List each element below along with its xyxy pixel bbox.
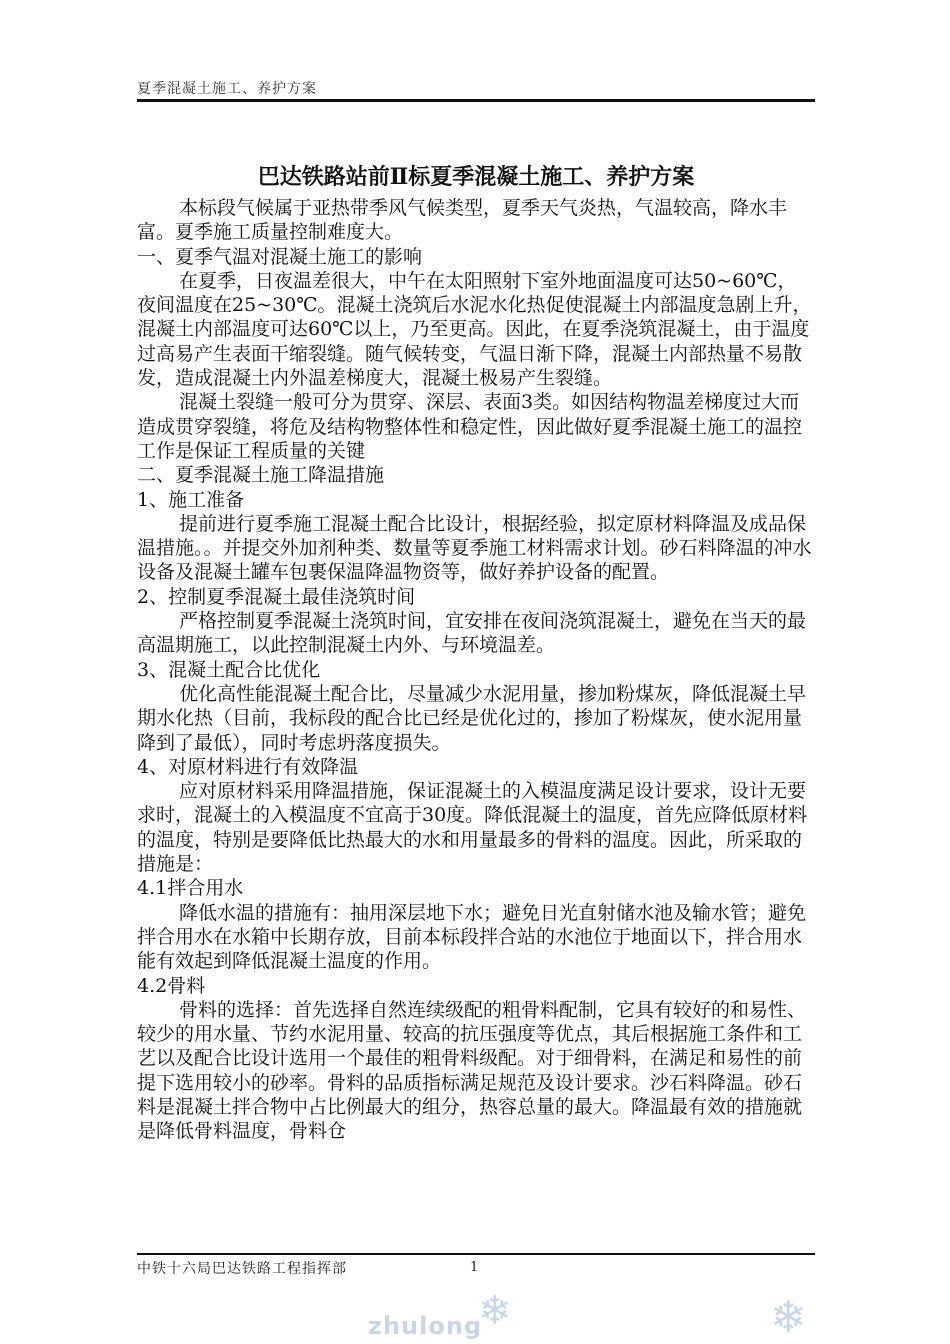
footer-organization: 中铁十六局巴达铁路工程指挥部: [137, 1261, 347, 1277]
watermark-text: zhulong: [368, 1312, 483, 1340]
section-heading: 3、混凝土配合比优化: [137, 658, 321, 681]
document-body: [137, 196, 815, 1144]
body-paragraph: 在夏季，日夜温差很大，中午在太阳照射下室外地面温度可达50~60℃，夜间温度在25~30℃。混凝土浇筑后水泥水化热促使混凝土内部温度急剧上升，混凝土内部温度可达60℃以上，乃至更高。因此，在夏季浇筑混凝土，由于温度过高易产生表面干缩裂缝。随气候转变，气温日渐下降，混凝土内部热量不易散发，造成混凝土内外温差梯度大，混凝土极易产生裂缝。: [137, 269, 812, 390]
body-paragraph: 严格控制夏季混凝土浇筑时间，宜安排在夜间浇筑混凝土，避免在当天的最高温期施工，以此控制混凝土内外、与环境温差。: [137, 610, 807, 657]
snowflake-watermark-icon: ❄: [770, 1292, 807, 1343]
section-heading: 二、夏季混凝土施工降温措施: [137, 464, 385, 487]
section-heading: 4.1拌合用水: [137, 877, 244, 900]
body-paragraph: 骨料的选择：首先选择自然连续级配的粗骨料配制，它具有较好的和易性、较少的用水量、节约水泥用量、较高的抗压强度等优点，其后根据施工条件和工艺以及配合比设计选用一个最佳的粗骨料级配。对于细骨料，在满足和易性的前提下选用较小的砂率。骨料的品质指标满足规范及设计要求。沙石料降温。砂石料是混凝土拌合物中占比例最大的组分，热容总量的最大。降温最有效的措施就是降低骨料温度，骨料仓: [137, 998, 807, 1143]
page-number: 1: [470, 1260, 479, 1275]
section-heading: 4、对原材料进行有效降温: [137, 755, 359, 778]
header-divider: [137, 99, 815, 102]
body-paragraph: 应对原材料采用降温措施，保证混凝土的入模温度满足设计要求，设计无要求时，混凝土的入模温度不宜高于30度。降低混凝土的温度，首先应降低原材料的温度，特别是要降低比热最大的水和用量最多的骨料的温度。因此，所采取的措施是：: [137, 780, 808, 876]
body-paragraph: 优化高性能混凝土配合比，尽量减少水泥用量，掺加粉煤灰，降低混凝土早期水化热（目前，我标段的配合比已经是优化过的，掺加了粉煤灰，使水泥用量降到了最低），同时考虑坍落度损失。: [137, 682, 807, 754]
body-paragraph: 降低水温的措施有：抽用深层地下水；避免日光直射储水池及输水管；避免拌合用水在水箱中长期存放，目前本标段拌合站的水池位于地面以下，拌合用水能有效起到降低混凝土温度的作用。: [137, 901, 807, 973]
snowflake-watermark-icon: ❄: [478, 1288, 512, 1334]
document-title: 巴达铁路站前Ⅱ标夏季混凝土施工、养护方案: [257, 164, 695, 190]
body-paragraph: 混凝土裂缝一般可分为贯穿、深层、表面3类。如因结构物温差梯度过大而造成贯穿裂缝，将危及结构物整体性和稳定性，因此做好夏季混凝土施工的温控工作是保证工程质量的关键: [137, 391, 803, 462]
section-heading: 一、夏季气温对混凝土施工的影响: [137, 245, 423, 268]
running-header: 夏季混凝土施工、养护方案: [137, 81, 317, 97]
section-heading: 2、控制夏季混凝土最佳浇筑时间: [137, 585, 416, 608]
body-paragraph: 本标段气候属于亚热带季风气候类型，夏季天气炎热，气温较高，降水丰富。夏季施工质量控制难度大。: [137, 197, 788, 244]
section-heading: 4.2骨料: [137, 974, 206, 997]
footer-divider: [137, 1253, 815, 1255]
body-paragraph: 提前进行夏季施工混凝土配合比设计，根据经验，拟定原材料降温及成品保温措施。。并提交外加剂种类、数量等夏季施工材料需求计划。砂石料降温的冲水设备及混凝土罐车包裹保温降温物资等，做好养护设备的配置。: [137, 512, 812, 584]
section-heading: 1、施工准备: [137, 488, 245, 511]
